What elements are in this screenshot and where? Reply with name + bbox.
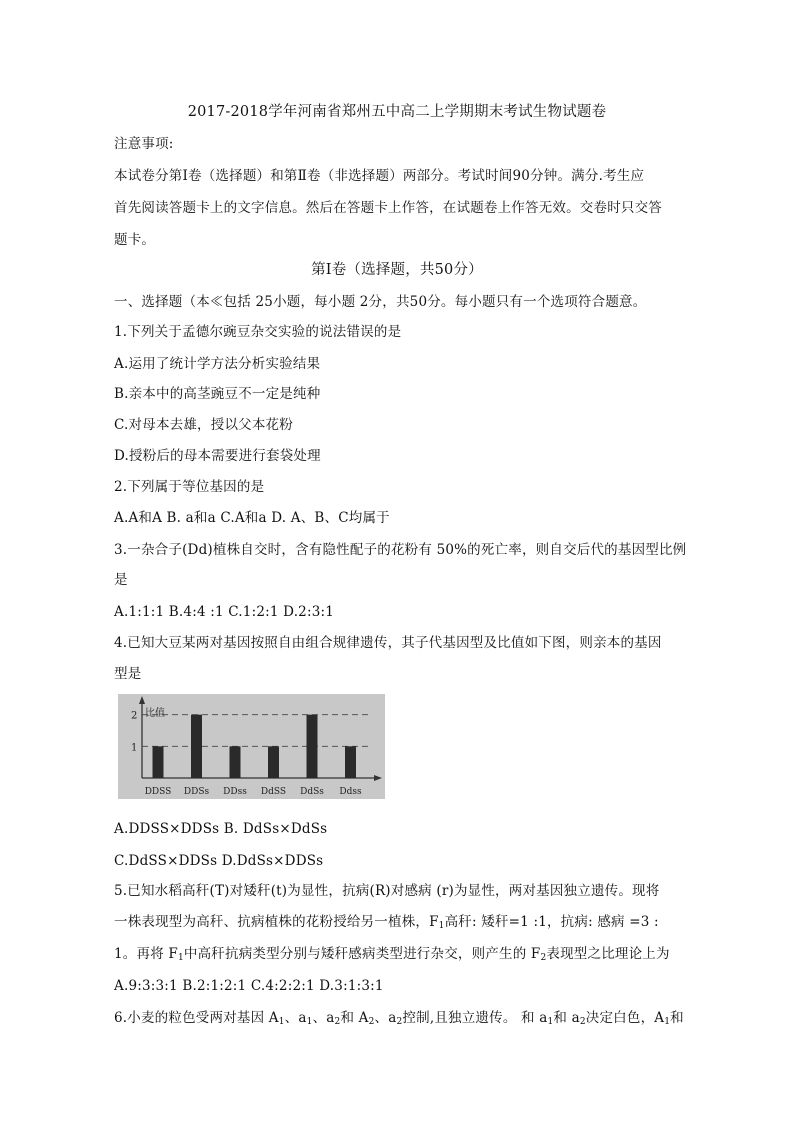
q5-line-3 [114,944,670,964]
bar-DDSS [153,746,164,778]
q1-option-c: C.对母本去雄，授以父本花粉 [114,417,293,433]
x-tick-label-DdSs: DdSs [300,787,324,797]
y-axis-arrow [139,696,145,704]
q6-s3: 2 [334,1017,341,1027]
q5-line-2-sub: 1 [438,921,445,931]
q6-s2: 1 [306,1017,313,1027]
q6-t8: 决定白色，A [585,1010,665,1026]
y-tick-label-2: 2 [131,710,138,722]
q1-option-b: B.亲本中的高茎豌豆不一定是纯种 [114,386,321,402]
q5-line-2-pre: 一株表现型为高秆、抗病植株的花粉授给另一植株，F [114,914,439,930]
q6-t4: 和 A [340,1010,369,1026]
q6-t2: 、a [284,1010,307,1026]
q6-line-1 [114,1008,684,1028]
q6-s6: 1 [547,1017,554,1027]
q6-t9: 和 [670,1010,684,1026]
x-tick-label-DdSS: DdSS [260,787,287,797]
y-tick-labels [131,711,137,754]
x-tick-label-Ddss: Ddss [339,787,362,797]
q4-stem-1: 4.已知大豆某两对基因按照自由组合规律遗传，其子代基因型及比值如下图，则亲本的基因 [114,635,662,651]
q5-line-1: 5.已知水稻高秆(T)对矮秆(t)为显性，抗病(R)对感病 (r)为显性，两对基因独立遗传。现将 [114,883,660,899]
q5-line-2-post: 高秆: 矮秆=1 :1，抗病: 感病 =3 : [444,914,659,930]
x-tick-label-DDss: DDss [223,787,247,797]
q5-line-3-pre: 1。再将 F [114,946,178,962]
q4-stem-2: 型是 [114,666,142,682]
notice-line-1: 本试卷分第Ⅰ卷（选择题）和第Ⅱ卷（非选择题）两部分。考试时间90分钟。满分.考生应 [114,168,645,184]
chart-svg [118,694,385,799]
bar-DdSs [307,715,318,778]
notice-line-2: 首先阅读答题卡上的文字信息。然后在答题卡上作答，在试题卷上作答无效。交卷时只交答 [114,200,662,216]
q3-stem-1: 3.一杂合子(Dd)植株自交时，含有隐性配子的花粉有 50%的死亡率，则自交后代的基因型比例 [114,542,687,558]
x-tick-labels [145,787,362,797]
genotype-ratio-chart [118,694,385,799]
q6-s4: 2 [368,1017,375,1027]
q1-option-a: A.运用了统计学方法分析实验结果 [114,356,321,372]
q2-options: A.A和A B. a和a C.A和a D. A、B、C均属于 [114,510,390,526]
section-title: 第Ⅰ卷（选择题，共50分） [311,262,483,278]
section-intro: 一、选择题（本≪包括 25小题，每小题 2分，共50分。每小题只有一个选项符合题意。 [114,294,647,310]
q5-line-2 [114,912,659,932]
q6-s1: 1 [278,1017,285,1027]
q6-t3: 、a [312,1010,335,1026]
q6-t1: 6.小麦的粒色受两对基因 A [114,1010,279,1026]
bar-Ddss [345,746,356,778]
x-tick-label-DDSs: DDSs [183,787,210,797]
q4-options-1: A.DDSS×DDSs B. DdSs×DdSs [114,821,328,837]
q1-stem: 1.下列关于孟德尔豌豆杂交实验的说法错误的是 [114,324,402,340]
q5-options: A.9:3:3:1 B.2:1:2:1 C.4:2:2:1 D.3:1:3:1 [114,978,384,994]
y-tick-label-1: 1 [131,742,138,754]
q6-s8: 1 [664,1017,671,1027]
exam-title: 2017-2018学年河南省郑州五中高二上学期期末考试生物试题卷 [187,104,607,120]
q5-line-3-sub2: 2 [540,953,547,963]
bar-DdSS [268,746,279,778]
y-axis-label: 比值 [145,708,165,719]
q6-t5: 、a [374,1010,397,1026]
q4-options-2: C.DdSS×DDSs D.DdSs×DDSs [114,853,324,869]
bar-DDSs [191,715,202,778]
bar-DDss [230,746,241,778]
q6-t6: 控制,且独立遗传。 和 a [402,1010,548,1026]
q3-stem-2: 是 [114,572,128,588]
q5-line-3-post: 表现型之比理论上为 [546,946,670,962]
q6-s7: 2 [579,1017,586,1027]
q2-stem: 2.下列属于等位基因的是 [114,479,265,495]
x-axis-arrow [374,775,382,781]
notice-line-3: 题卡。 [114,232,156,248]
grid-lines [142,715,368,747]
q6-t7: 和 a [553,1010,580,1026]
x-tick-label-DDSS: DDSS [144,787,172,797]
q5-line-3-mid: 中高秆抗病类型分别与矮秆感病类型进行杂交，则产生的 F [183,946,541,962]
q5-line-3-sub1: 1 [177,953,184,963]
q1-option-d: D.授粉后的母本需要进行套袋处理 [114,448,321,464]
q6-s5: 2 [396,1017,403,1027]
q3-options: A.1:1:1 B.4:4 :1 C.1:2:1 D.2:3:1 [114,604,335,620]
notice-heading: 注意事项: [114,136,174,152]
